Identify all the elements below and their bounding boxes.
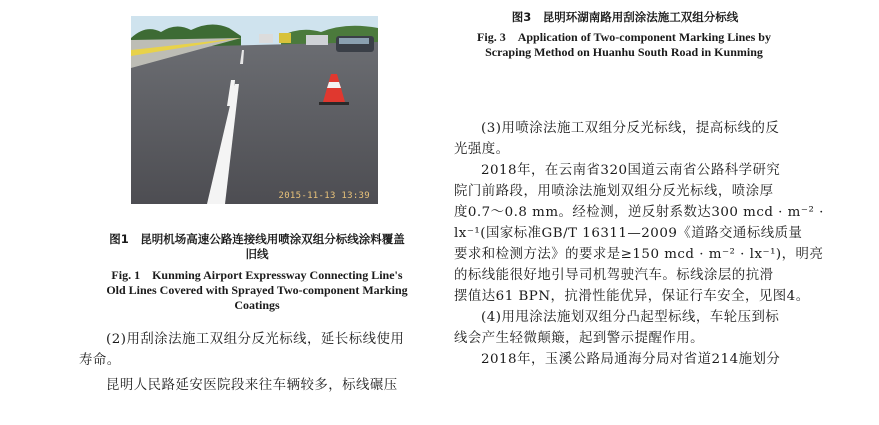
paragraph-yuxi-line-1: 2018年，玉溪公路局通海分局对省道214施划分 (481, 352, 781, 367)
figure3-caption-cn (455, 10, 795, 25)
item-3-line-2: 光强度。 (454, 142, 510, 157)
left-body-text (79, 329, 439, 396)
road-photo (131, 16, 378, 204)
item-3-line-1: (3)用喷涂法施工双组分反光标线，提高标线的反 (481, 121, 780, 136)
paragraph-2018-line-2: 院门前路段，用喷涂法施划双组分反光标线，喷涂厚 (454, 184, 774, 199)
figure3-caption-en (452, 30, 796, 60)
paragraph-2-line-1: (2)用刮涂法施工双组分反光标线，延长标线使用 (106, 332, 405, 347)
item-4-line-1: (4)用甩涂法施划双组分凸起型标线，车轮压到标 (481, 310, 780, 325)
figure3-caption-en-line1: Fig. 3 Application of Two-component Marking Lines by (477, 30, 771, 44)
paragraph-2018-line-7: 摆值达61 BPN，抗滑性能优异，保证行车安全，见图4。 (454, 289, 810, 304)
right-body-text (454, 118, 824, 370)
paragraph-2018-line-5: 要求和检测方法》的要求是≥150 mcd · m⁻² · lx⁻¹)，明亮 (454, 247, 824, 262)
figure1-caption-cn (76, 232, 438, 262)
paragraph-2018-line-6: 的标线能很好地引导司机驾驶汽车。标线涂层的抗滑 (454, 268, 774, 283)
paragraph-2-line-2: 寿命。 (79, 353, 121, 368)
paragraph-3-line-1: 昆明人民路延安医院段来往车辆较多，标线碾压 (106, 378, 398, 393)
figure1-caption-en (70, 268, 444, 313)
paragraph-2018-line-4: lx⁻¹(国家标准GB/T 16311—2009《道路交通标线质量 (454, 226, 803, 241)
figure1-caption-en-line2: Old Lines Covered with Sprayed Two-component Marking (106, 283, 408, 297)
figure1-caption-cn-line1: 图1 昆明机场高速公路连接线用喷涂双组分标线涂料覆盖 (109, 232, 405, 246)
figure1-caption-en-line3: Coatings (234, 298, 280, 312)
paragraph-2018-line-3: 度0.7～0.8 mm。经检测，逆反射系数达300 mcd · m⁻² · (454, 205, 824, 220)
figure1-caption-en-line1: Fig. 1 Kunming Airport Expressway Connecting Line's (111, 268, 403, 282)
figure3-caption-cn-line: 图3 昆明环湖南路用刮涂法施工双组分标线 (511, 10, 739, 24)
figure1-caption-cn-line2: 旧线 (245, 247, 269, 261)
paragraph-2018-line-1: 2018年，在云南省320国道云南省公路科学研究 (481, 163, 781, 178)
photo-timestamp: 2015-11-13 13:39 (278, 191, 370, 201)
road-photo-drawing (131, 16, 378, 204)
item-4-line-2: 线会产生轻微颠簸，起到警示提醒作用。 (454, 331, 705, 346)
figure3-caption-en-line2: Scraping Method on Huanhu South Road in Kunming (485, 45, 763, 59)
